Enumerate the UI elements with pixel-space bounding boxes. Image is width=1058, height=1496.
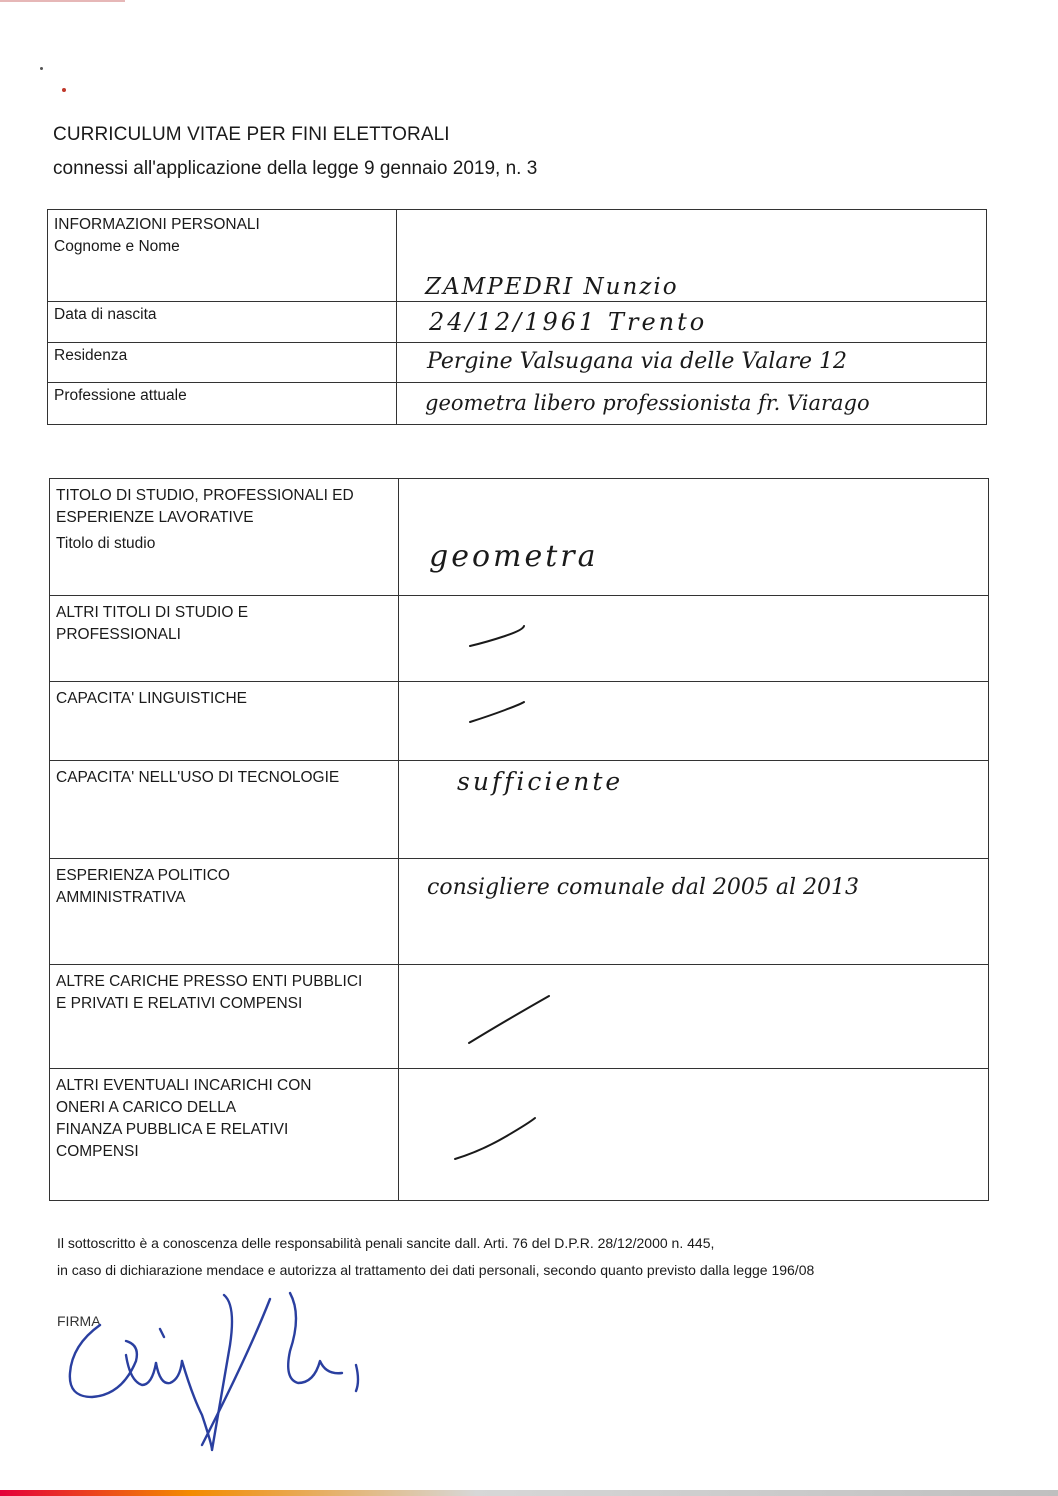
tech-value: sufficiente — [457, 767, 624, 796]
birth-label: Data di nascita — [48, 302, 397, 343]
scan-bottom-band — [0, 1490, 1058, 1496]
document-subtitle: connessi all'applicazione della legge 9 gennaio 2019, n. 3 — [53, 158, 538, 179]
languages-value-cell — [399, 682, 989, 761]
empty-dash-mark — [465, 993, 555, 1048]
other-offices-cell — [50, 965, 399, 1069]
personal-info-table — [47, 209, 987, 425]
residence-label: Residenza — [48, 343, 397, 383]
degree-label: Titolo di studio — [56, 535, 156, 552]
profession-cell — [397, 383, 987, 425]
empty-dash-mark — [467, 698, 527, 728]
name-cell — [397, 210, 987, 302]
education-header-cell — [50, 479, 399, 596]
other-assignments-label-4: COMPENSI — [56, 1143, 139, 1160]
signature-label: FIRMA — [57, 1313, 101, 1329]
other-titles-label-2: PROFESSIONALI — [56, 626, 181, 643]
other-titles-value-cell — [399, 596, 989, 682]
other-offices-label-2: E PRIVATI E RELATIVI COMPENSI — [56, 995, 303, 1012]
other-titles-cell — [50, 596, 399, 682]
birth-value: 24/12/1961 Trento — [429, 308, 708, 336]
section-heading-education-1: TITOLO DI STUDIO, PROFESSIONALI ED — [56, 487, 354, 504]
other-assignments-value-cell — [399, 1069, 989, 1201]
empty-dash-mark — [451, 1115, 541, 1165]
document-title: CURRICULUM VITAE PER FINI ELETTORALI — [53, 124, 450, 145]
tech-value-cell — [399, 761, 989, 859]
tech-label: CAPACITA' NELL'USO DI TECNOLOGIE — [50, 761, 399, 859]
political-label-1: ESPERIENZA POLITICO — [56, 867, 230, 884]
name-value: ZAMPEDRI Nunzio — [425, 274, 679, 300]
residence-cell — [397, 343, 987, 383]
residence-value: Pergine Valsugana via delle Valare 12 — [427, 349, 848, 374]
signature-scribble — [52, 1285, 382, 1465]
scan-speck — [40, 67, 43, 70]
political-cell — [50, 859, 399, 965]
other-assignments-label-3: FINANZA PUBBLICA E RELATIVI — [56, 1121, 289, 1138]
degree-cell — [399, 479, 989, 596]
political-label-2: AMMINISTRATIVA — [56, 889, 186, 906]
other-titles-label-1: ALTRI TITOLI DI STUDIO E — [56, 604, 249, 621]
personal-info-header-cell — [48, 210, 397, 302]
political-value-cell — [399, 859, 989, 965]
other-offices-value-cell — [399, 965, 989, 1069]
name-label: Cognome e Nome — [54, 238, 180, 255]
profession-label: Professione attuale — [48, 383, 397, 425]
scan-speck — [62, 88, 66, 92]
top-edge-mark — [0, 0, 125, 2]
other-assignments-label-1: ALTRI EVENTUALI INCARICHI CON — [56, 1077, 312, 1094]
other-offices-label-1: ALTRE CARICHE PRESSO ENTI PUBBLICI — [56, 973, 363, 990]
section-heading-personal: INFORMAZIONI PERSONALI — [54, 216, 260, 233]
other-assignments-label-2: ONERI A CARICO DELLA — [56, 1099, 237, 1116]
declaration-line-1: Il sottoscritto è a conoscenza delle responsabilità penali sancite dall. Arti. 76 del D.P.R. 28/12/2000 n. 445, — [57, 1235, 715, 1251]
degree-value: geometra — [429, 539, 599, 574]
section-heading-education-2: ESPERIENZE LAVORATIVE — [56, 509, 254, 526]
empty-dash-mark — [467, 622, 527, 652]
languages-label: CAPACITA' LINGUISTICHE — [50, 682, 399, 761]
political-value: consigliere comunale dal 2005 al 2013 — [427, 875, 860, 900]
profession-value: geometra libero professionista fr. Viarago — [425, 391, 870, 415]
declaration-line-2: in caso di dichiarazione mendace e autorizza al trattamento dei dati personali, secondo quanto previsto dalla legge 196/08 — [57, 1262, 815, 1278]
other-assignments-cell — [50, 1069, 399, 1201]
birth-cell — [397, 302, 987, 343]
education-experience-table — [49, 478, 989, 1201]
